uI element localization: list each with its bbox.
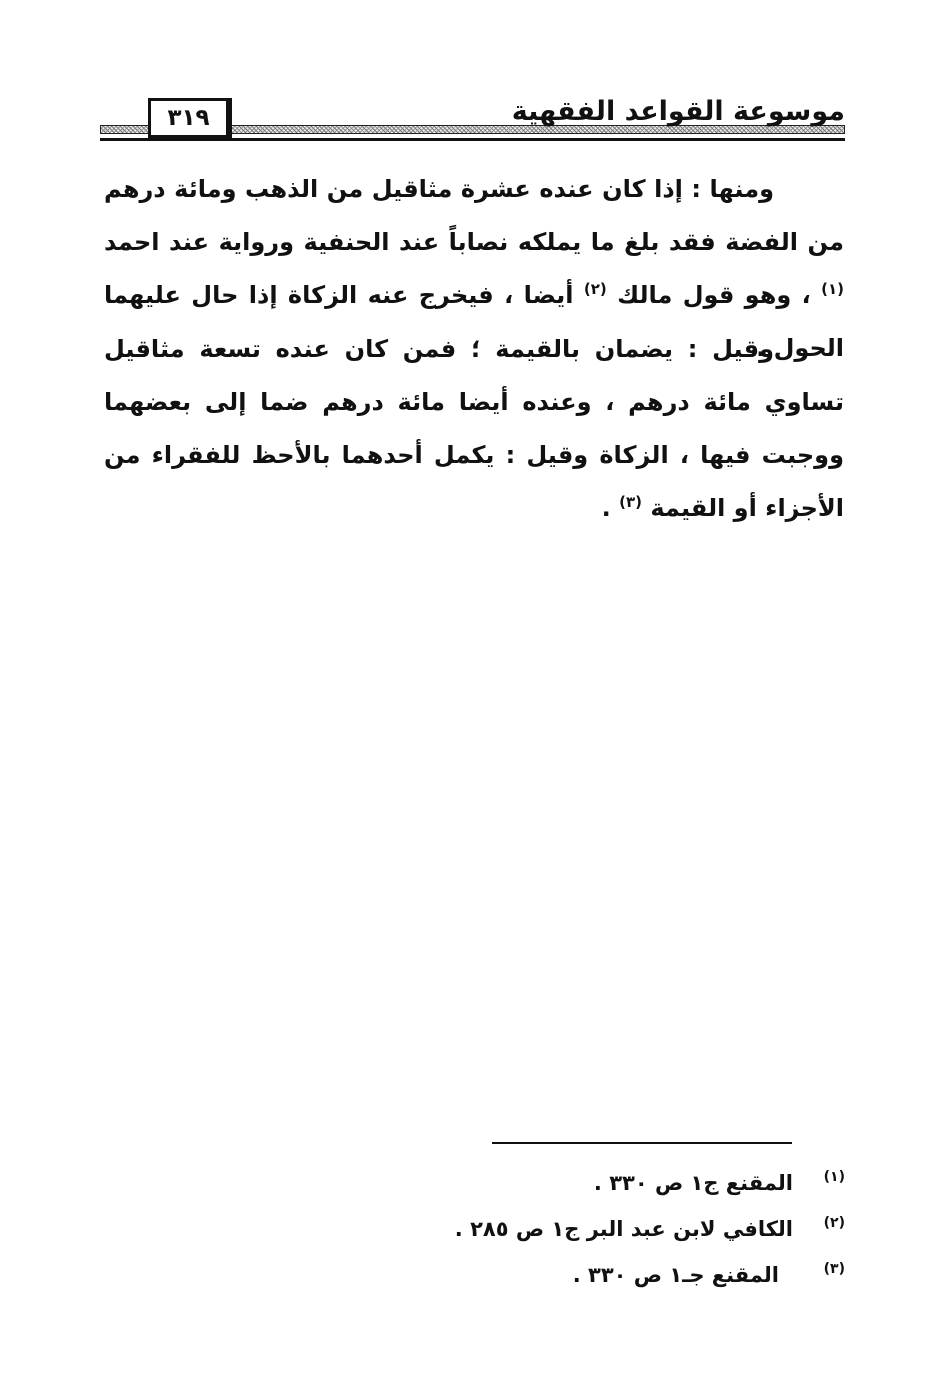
page-header [100,94,845,146]
footnote-ref-1: (١) [821,280,845,298]
paragraph-1-text-b: ، وهو قول مالك [617,281,811,309]
footnote-text: المقنع جـ١ ص ٣٣٠ . [572,1263,779,1287]
header-thick-rule [100,138,845,141]
footnote-number: (٣) [823,1261,845,1277]
footnote-3 [400,1252,845,1298]
footnote-text: الكافي لابن عبد البر ج١ ص ٢٨٥ . [454,1217,793,1241]
footnote-ref-3: (٣) [619,493,642,511]
footnote-text: المقنع ج١ ص ٣٣٠ . [593,1171,793,1195]
footnote-2 [400,1206,845,1252]
footnote-number: (١) [823,1169,845,1185]
footnote-number: (٢) [823,1215,845,1231]
paragraph-2-text-b: . [601,494,611,522]
book-title: موسوعة القواعد الفقهية [511,96,845,127]
paragraph-1-text-a: ومنها : إذا كان عنده عشرة مثاقيل من الذهب ومائة درهم من الفضة فقد بلغ ما يملكه نصاباً عند الحنفية ورواية عند احمد [104,175,844,256]
footnote-ref-2: (٢) [583,280,607,298]
footnote-1 [400,1160,845,1206]
footnote-separator [492,1142,792,1144]
paragraph-2 [104,323,844,535]
paragraph-2-text-a: وقيل : يضمان بالقيمة ؛ فمن كان عنده تسعة مثاقيل تساوي مائة درهم ، وعنده أيضا مائة درهم ضما إلى بعضهما ووجبت فيها ، الزكاة وقيل : يكمل أحدهما بالأحظ للفقراء من الأجزاء أو القيمة [104,335,844,522]
page-number: ٣١٩ [148,98,232,138]
footnotes [400,1160,845,1298]
paragraph-1-text-c: أيضا ، فيخرج عنه الزكاة إذا حال عليهما الحول . [104,281,844,362]
